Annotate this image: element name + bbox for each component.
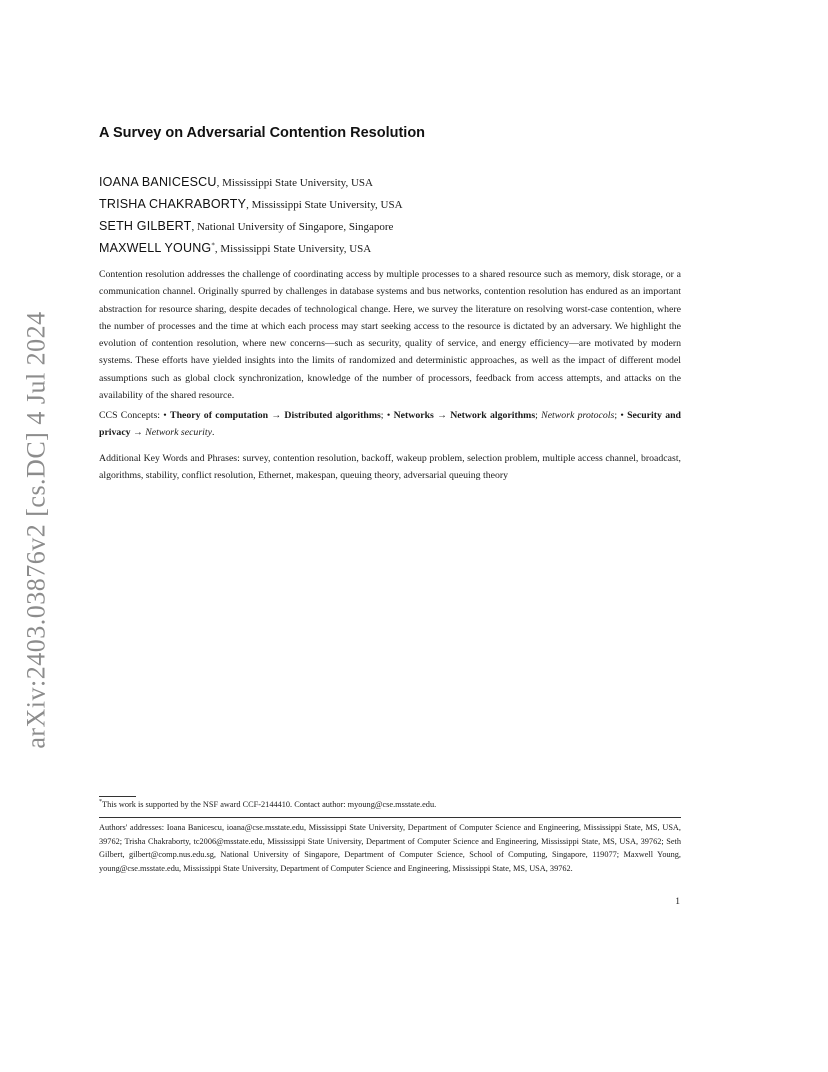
addresses-rule (99, 817, 681, 818)
author-addresses: Authors' addresses: Ioana Banicescu, ioana@cse.msstate.edu, Mississippi State University, Department of Computer Science and Engineering, Mississippi State, MS, USA, 39762; Trisha Chakraborty, tc2006@msstate.edu, Mississippi State University, Department of Computer Science and Engineering, Mississippi State, MS, USA, 39762; Seth Gilbert, gilbert@comp.nus.edu.sg, National University of Singapore, Department of Computer Science, School of Computing, Singapore, 119077; Maxwell Young, young@cse.msstate.edu, Mississippi State University, Department of Computer Science and Engineering, Mississippi State, MS, USA, 39762. (99, 823, 681, 873)
keywords (99, 450, 681, 485)
footnote-text: This work is supported by the NSF award CCF-2144410. Contact author: myoung@cse.msstate.edu. (102, 800, 437, 809)
author-entry (99, 174, 699, 196)
ccs-item-networks: Networks → Network algorithms (393, 410, 536, 421)
author-entry (99, 218, 699, 240)
ccs-label: CCS Concepts: (99, 410, 160, 421)
ccs-separator: ; (535, 410, 538, 421)
ccs-separator: ; (380, 410, 384, 421)
ccs-bullet: • (386, 410, 391, 421)
arxiv-sidebar-stamp (11, 300, 63, 760)
author-affiliation: , Mississippi State University, USA (216, 177, 373, 189)
arxiv-identifier: arXiv:2403.03876v2 [cs.DC] 4 Jul 2024 (22, 311, 52, 749)
author-name: SETH GILBERT (99, 219, 192, 233)
footnote (99, 799, 681, 811)
ccs-item-theory: Theory of computation → Distributed algorithms (170, 410, 381, 421)
footnote-rule (99, 796, 136, 797)
author-affiliation: , Mississippi State University, USA (246, 199, 403, 211)
ccs-concepts (99, 407, 681, 442)
author-affiliation: , National University of Singapore, Singapore (191, 221, 394, 233)
ccs-subitem-network-security: Network security (145, 427, 212, 439)
ccs-bullet: • (620, 410, 624, 421)
author-marker: * (211, 241, 215, 250)
author-entry (99, 240, 699, 262)
abstract: Contention resolution addresses the challenge of coordinating access by multiple processes to a shared resource such as memory, disk storage, or a communication channel. Originally spurred by challenges in database systems and bus networks, contention resolution has endured as an important abstraction for resource sharing, despite decades of technological change. Here, we survey the literature on resolving worst-case contention, where the number of processes and the time at which each process may start seeking access to the resource is dictated by an adversary. We highlight the evolution of contention resolution, where new concerns—such as security, quality of service, and energy efficiency—are motivated by modern systems. These efforts have yielded insights into the limits of randomized and deterministic approaches, as well as the impact of different model assumptions such as global clock synchronization, knowledge of the number of processors, feedback from access attempts, and attacks on the availability of the shared resource. (99, 269, 681, 402)
author-name: TRISHA CHAKRABORTY (99, 197, 247, 211)
author-affiliation: , Mississippi State University, USA (214, 243, 372, 255)
footnote-marker: * (99, 799, 102, 806)
author-entry (99, 196, 699, 218)
page-number: 1 (675, 897, 680, 907)
keywords-label: Additional Key Words and Phrases: (99, 453, 240, 464)
ccs-subitem-protocols: Network protocols (541, 410, 615, 421)
keywords-text: survey, contention resolution, backoff, wakeup problem, selection problem, multiple access channel, broadcast, algorithms, stability, conflict resolution, Ethernet, makespan, queuing theory, adversarial queuing theory (99, 453, 681, 482)
author-name: MAXWELL YOUNG (99, 241, 212, 255)
author-name: IOANA BANICESCU (99, 175, 217, 189)
ccs-separator: ; (614, 410, 618, 421)
paper-title: A Survey on Adversarial Contention Resolution (99, 125, 426, 141)
ccs-bullet: • (163, 410, 167, 421)
ccs-end: . (211, 427, 215, 439)
author-list (99, 174, 699, 262)
ccs-item-security: Security and privacy → (99, 410, 681, 439)
